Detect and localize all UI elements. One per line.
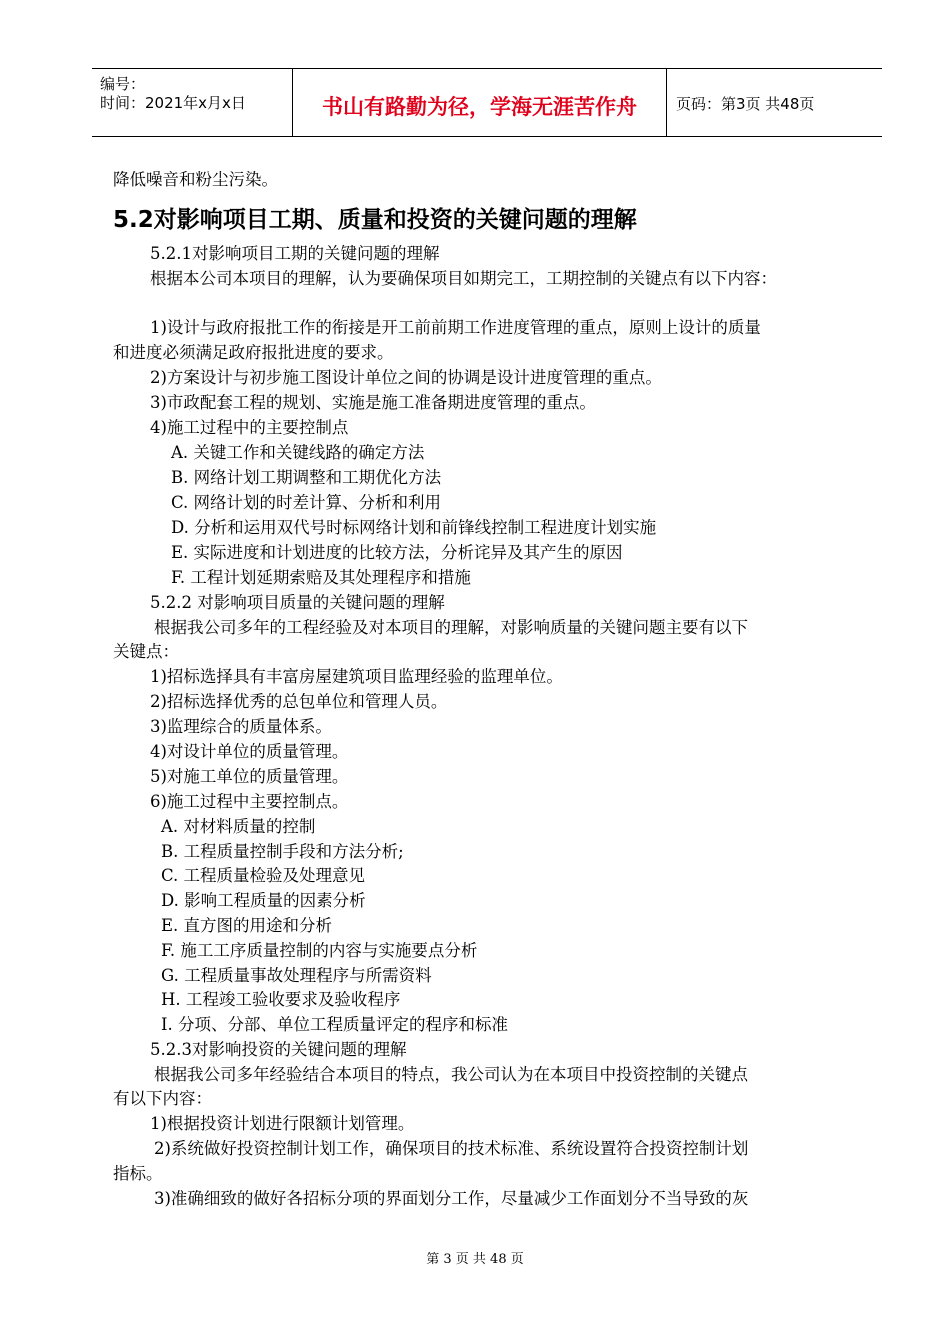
page-number-label: 页码：第3页 共48页 [676, 95, 815, 113]
list-item-continuation: 和进度必须满足政府报批进度的要求。 [113, 343, 394, 362]
list-item: 4)施工过程中的主要控制点 [150, 418, 349, 437]
page-header [92, 68, 882, 137]
page-footer: 第 3 页 共 48 页 [426, 1252, 524, 1267]
header-info-cell [92, 69, 292, 136]
subsection-title: 5.2.1对影响项目工期的关键问题的理解 [150, 244, 440, 263]
list-item: 1)设计与政府报批工作的衔接是开工前前期工作进度管理的重点，原则上设计的质量 [150, 318, 761, 337]
sub-list-item: B. 网络计划工期调整和工期优化方法 [171, 468, 442, 487]
header-page-cell [666, 69, 882, 136]
sub-list-item: F. 施工工序质量控制的内容与实施要点分析 [161, 941, 478, 960]
number-label: 编号： [100, 75, 146, 93]
list-item: 3)准确细致的做好各招标分项的界面划分工作，尽量减少工作面划分不当导致的灰 [154, 1189, 749, 1208]
list-item: 6)施工过程中主要控制点。 [150, 792, 349, 811]
sub-list-item: E. 直方图的用途和分析 [161, 916, 333, 935]
paragraph-continuation: 有以下内容： [113, 1089, 212, 1108]
list-item: 2)系统做好投资控制计划工作，确保项目的技术标准、系统设置符合投资控制计划 [154, 1139, 749, 1158]
time-label: 时间：2021年x月x日 [100, 94, 246, 112]
sub-list-item: I. 分项、分部、单位工程质量评定的程序和标准 [161, 1015, 509, 1034]
sub-list-item: D. 影响工程质量的因素分析 [161, 891, 366, 910]
sub-list-item: E. 实际进度和计划进度的比较方法，分析诧异及其产生的原因 [171, 543, 623, 562]
section-heading: 5.2对影响项目工期、质量和投资的关键问题的理解 [113, 207, 637, 233]
list-item: 3)监理综合的质量体系。 [150, 717, 332, 736]
list-item: 2)招标选择优秀的总包单位和管理人员。 [150, 692, 448, 711]
list-item-continuation: 指标。 [113, 1164, 163, 1183]
list-item: 5)对施工单位的质量管理。 [150, 767, 349, 786]
list-item: 3)市政配套工程的规划、实施是施工准备期进度管理的重点。 [150, 393, 596, 412]
paragraph: 根据我公司多年经验结合本项目的特点，我公司认为在本项目中投资控制的关键点 [154, 1065, 748, 1084]
header-motto-cell [292, 69, 667, 136]
paragraph-continuation: 关键点： [113, 642, 179, 661]
sub-list-item: A. 关键工作和关键线路的确定方法 [171, 443, 425, 462]
motto: 书山有路勤为径，学海无涯苦作舟 [322, 95, 637, 119]
sub-list-item: F. 工程计划延期索赔及其处理程序和措施 [171, 568, 471, 587]
paragraph: 根据我公司多年的工程经验及对本项目的理解，对影响质量的关键问题主要有以下 [154, 618, 748, 637]
list-item: 2)方案设计与初步施工图设计单位之间的协调是设计进度管理的重点。 [150, 368, 662, 387]
sub-list-item: D. 分析和运用双代号时标网络计划和前锋线控制工程进度计划实施 [171, 518, 657, 537]
subsection-title: 5.2.3对影响投资的关键问题的理解 [150, 1040, 407, 1059]
sub-list-item: A. 对材料质量的控制 [161, 817, 316, 836]
subsection-title: 5.2.2 对影响项目质量的关键问题的理解 [150, 593, 445, 612]
sub-list-item: G. 工程质量事故处理程序与所需资料 [161, 966, 432, 985]
list-item: 1)招标选择具有丰富房屋建筑项目监理经验的监理单位。 [150, 667, 563, 686]
sub-list-item: H. 工程竣工验收要求及验收程序 [161, 990, 401, 1009]
sub-list-item: C. 工程质量检验及处理意见 [161, 866, 366, 885]
list-item: 1)根据投资计划进行限额计划管理。 [150, 1114, 415, 1133]
paragraph: 根据本公司本项目的理解，认为要确保项目如期完工，工期控制的关键点有以下内容： [150, 269, 777, 288]
sub-list-item: B. 工程质量控制手段和方法分析; [161, 842, 404, 861]
sub-list-item: C. 网络计划的时差计算、分析和利用 [171, 493, 442, 512]
list-item: 4)对设计单位的质量管理。 [150, 742, 349, 761]
text-line: 降低噪音和粉尘污染。 [113, 170, 278, 189]
